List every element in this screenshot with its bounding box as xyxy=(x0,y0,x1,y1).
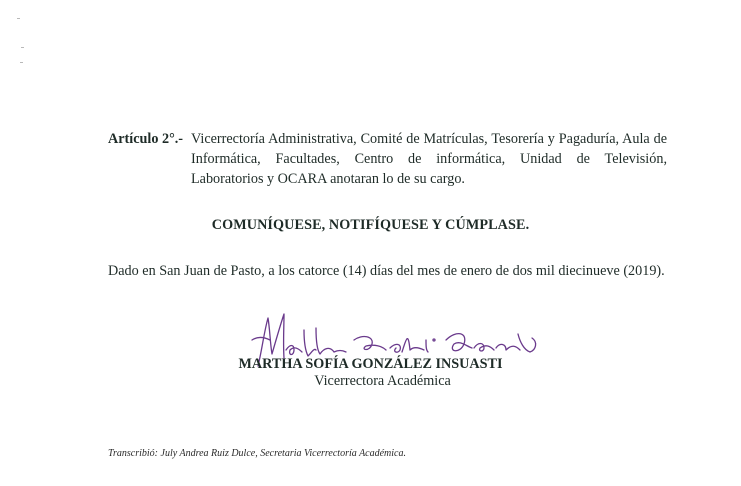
article-label: Artículo 2°.- xyxy=(108,131,184,147)
article-body xyxy=(191,129,667,189)
margin-mark xyxy=(20,62,23,63)
closing-formula: COMUNÍQUESE, NOTIFÍQUESE Y CÚMPLASE. xyxy=(211,217,530,233)
signatory-role: Vicerrectora Académica xyxy=(314,373,451,389)
transcriber-note: Transcribió: July Andrea Ruiz Dulce, Secretaria Vicerrectoría Académica. xyxy=(108,448,406,459)
margin-mark xyxy=(21,47,24,48)
article-line: Laboratorios y OCARA anotaran lo de su cargo. xyxy=(191,171,465,187)
article-line: Vicerrectoría Administrativa, Comité de Matrículas, Tesorería y Pagaduría, Aula de xyxy=(191,131,667,147)
signatory-name: MARTHA SOFÍA GONZÁLEZ INSUASTI xyxy=(238,356,503,372)
issued-statement: Dado en San Juan de Pasto, a los catorce (14) días del mes de enero de dos mil diecinueve (2019). xyxy=(108,263,665,279)
article-line: Informática, Facultades, Centro de informática, Unidad de Televisión, xyxy=(191,151,667,167)
margin-mark xyxy=(17,18,20,19)
